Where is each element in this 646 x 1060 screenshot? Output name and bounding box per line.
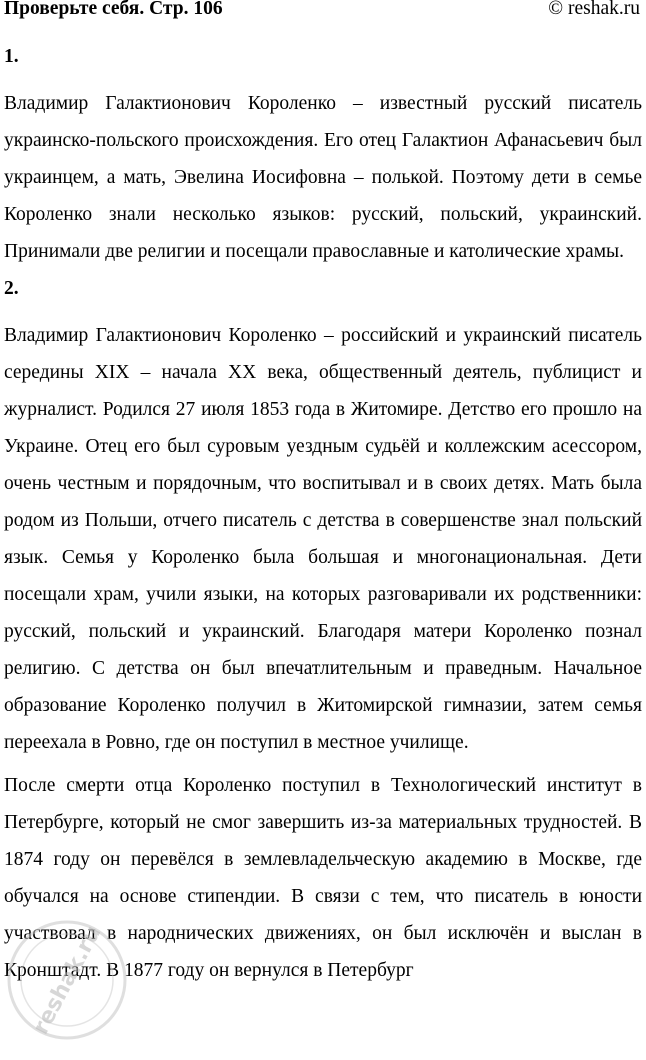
section-number-1: 1. xyxy=(4,46,19,67)
section-number-2: 2. xyxy=(4,278,19,299)
section-2-paragraph-2: После смерти отца Короленко поступил в Технологический институт в Петербурге, который не смог завершить из-за материальных трудностей. В 1874 году он перевёлся в землевладельческую академию в Москве, где обучался на основе стипендии. В связи с тем, что писатель в юности участвовал в народнических движениях, он был исключён и выслан в Кронштадт. В 1877 году он вернулся в Петербург xyxy=(4,775,642,981)
section-2-paragraph-1: Владимир Галактионович Короленко – российский и украинский писатель середины XIX – начала XX века, общественный деятель, публицист и журналист. Родился 27 июля 1853 года в Житомире. Детство его прошло на Украине. Отец его был суровым уездным судьёй и коллежским асессором, очень честным и порядочным, что воспитывал и в своих детях. Мать была родом из Польши, отчего писатель с детства в совершенстве знал польский язык. Семья у Короленко была большая и многонациональная. Дети посещали храм, учили языки, на которых разговаривали их родственники: русский, польский и украинский. Благодаря матери Короленко познал религию. С детства он был впечатлительным и праведным. Начальное образование Короленко получил в Житомирской гимназии, затем семья переехала в Ровно, где он поступил в местное училище. xyxy=(4,325,642,753)
site-credit: © reshak.ru xyxy=(548,0,640,19)
page-header xyxy=(4,0,642,30)
section-1-paragraph-1: Владимир Галактионович Короленко – известный русский писатель украинско-польского происхождения. Его отец Галактион Афанасьевич был украинцем, а мать, Эвелина Иосифовна – полькой. Поэтому дети в семье Короленко знали несколько языков: русский, польский, украинский. Принимали две религии и посещали православные и католические храмы. xyxy=(4,93,642,262)
svg-text:reshak.ru: reshak.ru xyxy=(28,921,107,1039)
document-page xyxy=(4,0,642,989)
page-title: Проверьте себя. Стр. 106 xyxy=(4,0,223,19)
